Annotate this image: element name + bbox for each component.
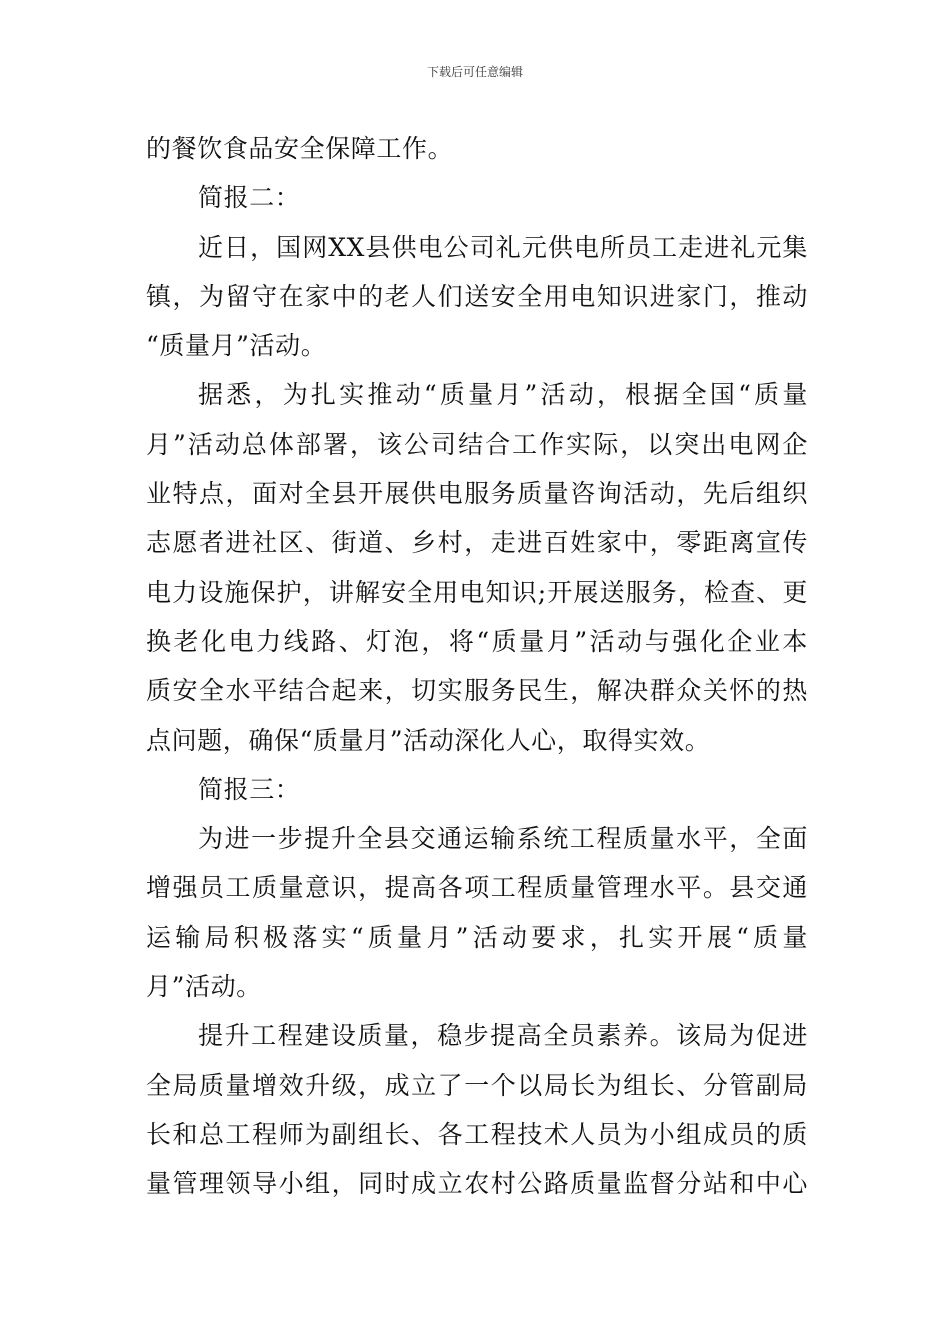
text-line: 简报二： <box>198 183 301 213</box>
text-line: 增强员工质量意识，提高各项工程质量管理水平。县交通 <box>146 873 808 903</box>
text-line: 简报三： <box>198 774 301 804</box>
text-line: 业特点，面对全县开展供电服务质量咨询活动，先后组织 <box>146 479 808 509</box>
text-line: 提升工程建设质量，稳步提高全员素养。该局为促进 <box>198 1021 808 1051</box>
page-header: 下载后可任意编辑 <box>426 65 523 79</box>
text-line: 镇，为留守在家中的老人们送安全用电知识进家门，推动 <box>146 281 808 311</box>
text-line: 月”活动总体部署，该公司结合工作实际，以突出电网企 <box>146 429 808 459</box>
text-line: “质量月”活动。 <box>146 331 327 361</box>
text-line: 质安全水平结合起来，切实服务民生，解决群众关怀的热 <box>146 676 808 706</box>
text-line: 运输局积极落实“质量月”活动要求，扎实开展“质量 <box>146 922 808 952</box>
text-line: 的餐饮食品安全保障工作。 <box>146 134 454 163</box>
text-line: 近日，国网XX县供电公司礼元供电所员工走进礼元集 <box>198 232 808 262</box>
text-line: 电力设施保护，讲解安全用电知识;开展送服务，检查、更 <box>146 577 808 607</box>
text-line: 志愿者进社区、街道、乡村，走进百姓家中，零距离宣传 <box>146 528 808 558</box>
text-line: 点问题，确保“质量月”活动深化人心，取得实效。 <box>146 725 711 755</box>
text-line: 量管理领导小组，同时成立农村公路质量监督分站和中心 <box>146 1169 808 1199</box>
text-line: 全局质量增效升级，成立了一个以局长为组长、分管副局 <box>146 1070 808 1100</box>
text-line: 长和总工程师为副组长、各工程技术人员为小组成员的质 <box>146 1119 808 1149</box>
text-line: 换老化电力线路、灯泡，将“质量月”活动与强化企业本 <box>146 626 808 656</box>
text-line: 为进一步提升全县交通运输系统工程质量水平，全面 <box>198 824 808 854</box>
document-body <box>146 124 808 1209</box>
text-line: 月”活动。 <box>146 972 262 1002</box>
text-line: 据悉，为扎实推动“质量月”活动，根据全国“质量 <box>198 380 808 410</box>
